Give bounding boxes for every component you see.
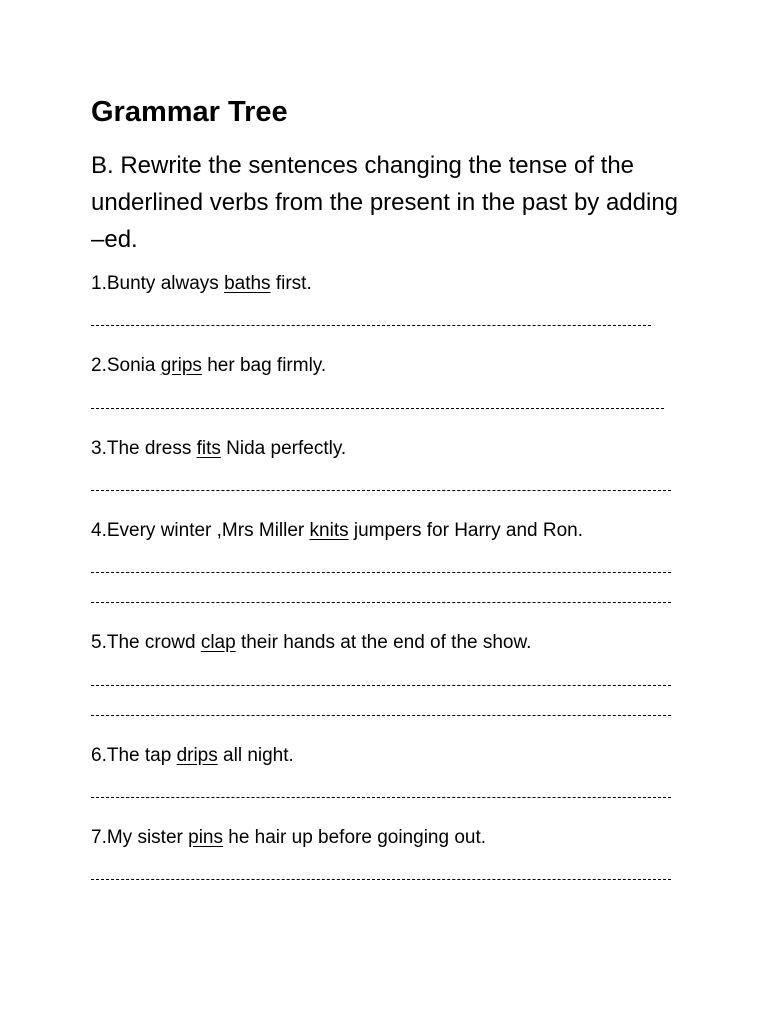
answer-line[interactable] [91,797,671,798]
question-5 [91,632,531,654]
question-2-after: her bag firmly. [201,355,327,376]
instruction-text: B. Rewrite the sentences changing the tense of the underlined verbs from the present in the past by adding –ed. [91,152,679,253]
answer-line[interactable] [91,602,671,603]
answer-line[interactable] [91,408,664,409]
question-4 [91,520,583,542]
question-6-underlined-verb: drips [176,745,218,766]
question-4-underlined-verb: knits [309,520,349,541]
question-7 [91,827,486,849]
question-7-after: he hair up before goinging out. [222,827,487,848]
answer-line[interactable] [91,572,671,573]
question-5-before: 5.The crowd [91,632,201,653]
question-6-before: 6.The tap [91,745,177,766]
question-3-underlined-verb: fits [196,438,221,459]
answer-line[interactable] [91,325,651,326]
question-2-before: 2.Sonia [91,355,161,376]
question-1 [91,273,312,295]
answer-line[interactable] [91,879,671,880]
answer-line[interactable] [91,490,671,491]
question-6-after: all night. [217,745,294,766]
question-7-before: 7.My sister [91,827,189,848]
question-3-after: Nida perfectly. [220,438,347,459]
question-1-before: 1.Bunty always [91,273,225,294]
question-5-underlined-verb: clap [200,632,236,653]
question-3-before: 3.The dress [91,438,197,459]
answer-line[interactable] [91,715,671,716]
question-2 [91,355,326,377]
question-7-underlined-verb: pins [188,827,223,848]
question-2-underlined-verb: grips [160,355,202,376]
question-5-after: their hands at the end of the show. [235,632,532,653]
question-4-before: 4.Every winter ,Mrs Miller [91,520,310,541]
question-1-after: first. [270,273,312,294]
question-1-underlined-verb: baths [224,273,271,294]
question-4-after: jumpers for Harry and Ron. [348,520,584,541]
question-6 [91,745,294,767]
answer-line[interactable] [91,685,671,686]
question-3 [91,438,346,460]
worksheet-title: Grammar Tree [91,96,288,128]
